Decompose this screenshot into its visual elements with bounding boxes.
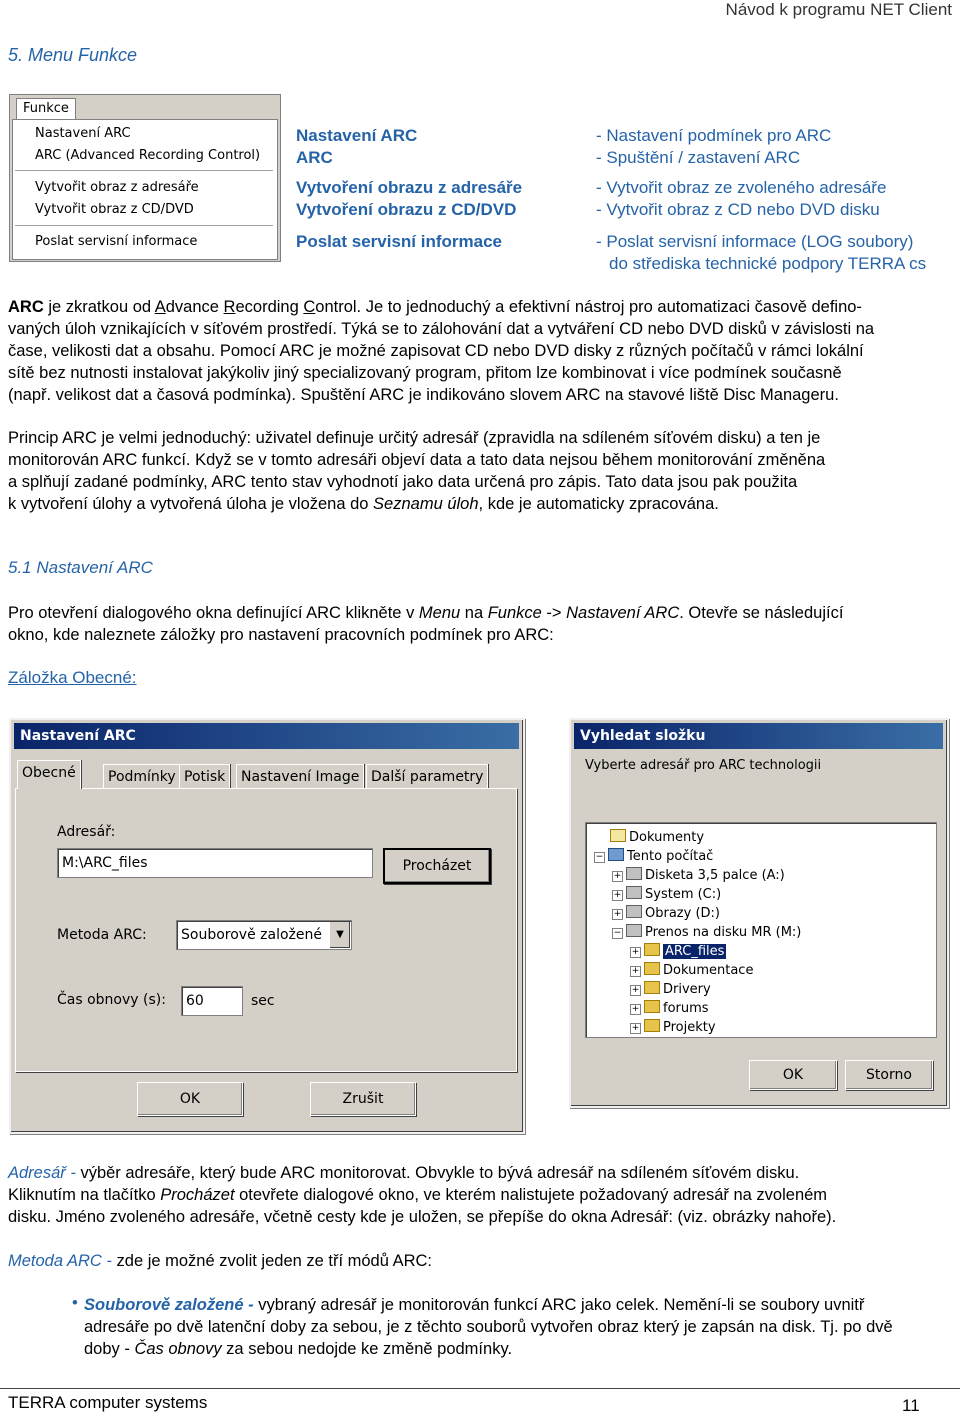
browse-button[interactable]: Procházet: [383, 848, 491, 884]
text: Prenos na disku MR (M:): [645, 925, 802, 940]
menu-desc: do střediska technické podpory TERRA cs: [609, 254, 927, 273]
bullet-line: [84, 1294, 954, 1316]
address-line: [8, 1162, 952, 1184]
tree-item[interactable]: [612, 867, 785, 883]
plus-icon[interactable]: +: [631, 1004, 640, 1014]
menu-term: Vytvoření obrazu z adresáře: [296, 178, 523, 197]
folder-icon: [644, 1019, 660, 1032]
folder-icon: [644, 962, 660, 975]
chevron-down-icon[interactable]: ▼: [330, 922, 350, 948]
menu-panel: [12, 119, 278, 260]
text: ->: [541, 604, 567, 622]
tab-obecne[interactable]: Obecné: [17, 760, 81, 789]
text: na: [460, 604, 488, 622]
dialog-prompt: Vyberte adresář pro ARC technologii: [585, 758, 822, 773]
text: Procházet: [160, 1186, 235, 1204]
text: forums: [663, 1001, 709, 1016]
plus-icon[interactable]: +: [631, 985, 640, 995]
tab-nastaveni-image[interactable]: Nastavení Image: [236, 764, 364, 789]
plus-icon[interactable]: +: [613, 909, 622, 919]
menu-term: Vytvoření obrazu z CD/DVD: [296, 200, 517, 219]
term-label: Adresář -: [8, 1164, 76, 1182]
open-line: okno, kde naleznete záložky pro nastavení pracovních podmínek pro ARC:: [8, 626, 554, 644]
menu-tab-funkce: Funkce: [16, 98, 76, 120]
plus-icon[interactable]: +: [613, 890, 622, 900]
cancel-button[interactable]: Storno: [845, 1060, 933, 1090]
section-title: 5. Menu Funkce: [8, 45, 138, 65]
address-input[interactable]: M:\ARC_files: [57, 848, 373, 878]
menu-separator: [15, 170, 273, 171]
tree-item[interactable]: [594, 848, 713, 864]
menu-desc: - Poslat servisní informace (LOG soubory): [596, 232, 914, 251]
arc-abbr: ARC: [8, 298, 44, 316]
intro-line: [8, 296, 952, 318]
tab-dalsi-parametry[interactable]: Další parametry: [366, 764, 488, 789]
tab-podminky[interactable]: Podmínky: [103, 764, 181, 789]
principle-line: a splňují zadané podmínky, ARC tento stav vyhodnotí jako data určená pro zápis. Tato data jsou pak použita: [8, 473, 798, 491]
text: Menu: [418, 604, 461, 622]
menu-term: ARC: [296, 148, 333, 167]
text: , kde je automaticky zpracována.: [478, 495, 719, 513]
intro-line: vaných úloh vznikajících v síťovém prostředí. Týká se to zálohování dat a vytváření CD nebo DVD disků v závislosti na: [8, 320, 875, 338]
menu-term: Poslat servisní informace: [296, 232, 502, 251]
folder-icon: [610, 829, 626, 842]
text: Kliknutím na tlačítko: [8, 1186, 161, 1204]
arc-settings-dialog: [9, 718, 525, 1134]
open-paragraph: [8, 602, 952, 646]
menu-item-obraz-cd: Vytvořit obraz z CD/DVD: [35, 202, 194, 217]
text: Tento počítač: [627, 849, 714, 864]
menu-desc: - Spuštění / zastavení ARC: [596, 148, 801, 167]
text: A: [154, 298, 166, 316]
principle-paragraph: [8, 427, 952, 515]
folder-icon: [644, 943, 660, 956]
text: za sebou nedojde ke změně podmínky.: [221, 1340, 513, 1358]
tree-item[interactable]: [612, 905, 720, 921]
footer-company: TERRA computer systems: [8, 1393, 208, 1412]
principle-line: monitorován ARC funkcí. Když se v tomto adresáři objeví data a tato data nejsou během monitorování změněna: [8, 451, 826, 469]
text: . Otevře se následující: [679, 604, 844, 622]
text: je zkratkou od: [43, 298, 155, 316]
text: C: [303, 298, 316, 316]
text: Seznamu úloh: [373, 495, 479, 513]
ok-button[interactable]: OK: [137, 1082, 243, 1116]
tab-potisk[interactable]: Potisk: [179, 764, 230, 789]
address-line: disku. Jméno zvoleného adresáře, včetně cesty kde je uložen, se přepíše do okna Adresář: (viz. obrázky nahoře).: [8, 1208, 837, 1226]
menu-desc: - Vytvořit obraz ze zvoleného adresáře: [596, 178, 887, 197]
text: ecording: [235, 298, 304, 316]
tree-item[interactable]: [612, 924, 801, 940]
cancel-button[interactable]: Zrušit: [310, 1082, 416, 1116]
bullet-icon: •: [72, 1294, 78, 1312]
text: doby -: [84, 1340, 135, 1358]
text: Projekty: [663, 1020, 716, 1035]
menu-separator: [15, 225, 273, 226]
menu-term: Nastavení ARC: [296, 126, 418, 145]
tree-item[interactable]: [610, 829, 704, 845]
tree-item[interactable]: [630, 1000, 709, 1016]
floppy-icon: [626, 867, 642, 880]
mode-select[interactable]: [176, 920, 352, 950]
text: R: [223, 298, 236, 316]
folder-icon: [644, 1000, 660, 1013]
minus-icon[interactable]: −: [595, 852, 604, 862]
plus-icon[interactable]: +: [613, 871, 622, 881]
text: Disketa 3,5 palce (A:): [645, 868, 785, 883]
ok-button[interactable]: OK: [749, 1060, 837, 1090]
principle-line: [8, 493, 952, 515]
open-line: [8, 602, 952, 624]
text: Pro otevření dialogového okna definující ARC klikněte v: [8, 604, 419, 622]
menu-item-obraz-adresar: Vytvořit obraz z adresáře: [35, 180, 199, 195]
minus-icon[interactable]: −: [613, 928, 622, 938]
text: Dokumenty: [629, 830, 705, 845]
dialog-title: Vyhledat složku: [574, 723, 943, 749]
text: vybraný adresář je monitorován funkcí ARC jako celek. Nemění-li se soubory uvnitř: [253, 1296, 865, 1314]
tree-item[interactable]: [630, 1019, 716, 1035]
text: ontrol. Je to jednoduchý a efektivní nástroj pro automatizaci časově defino-: [315, 298, 862, 316]
tree-item-selected[interactable]: [630, 943, 726, 959]
menu-item-nastaveni-arc: Nastavení ARC: [35, 126, 131, 141]
intro-paragraph: [8, 296, 952, 406]
bullet-line: [84, 1338, 954, 1360]
dialog-title: Nastavení ARC: [14, 723, 519, 749]
mode-paragraph: [8, 1250, 952, 1272]
menu-item-servisni: Poslat servisní informace: [35, 234, 198, 249]
document-header: Návod k programu NET Client: [725, 0, 952, 19]
tree-item[interactable]: [612, 886, 721, 902]
intro-line: čase, velikosti dat a obsahu. Pomocí ARC je možné zapisovat CD nebo DVD disky z různých počítačů v rámci lokální: [8, 342, 864, 360]
text: Obrazy (D:): [645, 906, 720, 921]
text: Nastavení ARC: [566, 604, 680, 622]
intro-line: (např. velikost dat a časová podmínka). Spuštění ARC je indikováno slovem ARC na stavové liště Disc Manageru.: [8, 386, 839, 404]
timeout-unit: sec: [251, 993, 275, 1009]
term-label: Souborově založené -: [84, 1296, 254, 1314]
mode-select-value: Souborově založené: [181, 927, 322, 943]
text: Drivery: [663, 982, 711, 997]
principle-line: Princip ARC je velmi jednoduchý: uživatel definuje určitý adresář (zpravidla na sdíleném síťovém disku) a ten je: [8, 429, 821, 447]
address-line: [8, 1184, 952, 1206]
timeout-label: Čas obnovy (s):: [57, 992, 166, 1008]
text: Čas obnovy: [134, 1340, 222, 1358]
computer-icon: [608, 848, 624, 861]
bullet-paragraph: [84, 1294, 954, 1360]
browse-folder-dialog: [569, 718, 949, 1108]
intro-line: sítě bez nutnosti instalovat jakýkoliv jiný specializovaný program, přitom lze kombinovat i více podmínek současně: [8, 364, 842, 382]
mode-line: [8, 1250, 952, 1272]
menu-item-arc: ARC (Advanced Recording Control): [35, 148, 261, 163]
address-paragraph: [8, 1162, 952, 1228]
menu-desc: - Nastavení podmínek pro ARC: [596, 126, 832, 145]
timeout-input[interactable]: 60: [181, 986, 243, 1016]
text: výběr adresáře, který bude ARC monitorovat. Obvykle to bývá adresář na sdíleném síťovém disku.: [75, 1164, 800, 1182]
tree-item[interactable]: [630, 962, 753, 978]
drive-icon: [626, 905, 642, 918]
text: System (C:): [645, 887, 722, 902]
term-label: Metoda ARC -: [8, 1252, 112, 1270]
address-label: Adresář:: [57, 824, 116, 840]
drive-icon: [626, 886, 642, 899]
tree-item[interactable]: [630, 981, 711, 997]
bullet-line: adresáře po dvě latenční doby za sebou, je z těchto souborů vytvořen obraz který je zapsán na disk. Tj. po dvě: [84, 1318, 893, 1336]
network-drive-icon: [626, 924, 642, 937]
page-number: 11: [902, 1396, 920, 1415]
text: Dokumentace: [663, 963, 754, 978]
plus-icon[interactable]: +: [631, 966, 640, 976]
text: otevřete dialogové okno, ve kterém nalistujete požadovaný adresář na zvoleném: [234, 1186, 828, 1204]
text: dvance: [165, 298, 224, 316]
mode-label: Metoda ARC:: [57, 927, 147, 943]
text: Funkce: [487, 604, 542, 622]
plus-icon[interactable]: +: [631, 947, 640, 957]
tab-heading: Záložka Obecné:: [8, 668, 137, 687]
folder-icon: [644, 981, 660, 994]
menu-desc: - Vytvořit obraz z CD nebo DVD disku: [596, 200, 880, 219]
text: zde je možné zvolit jeden ze tří módů ARC:: [111, 1252, 433, 1270]
footer-rule: [0, 1388, 960, 1389]
plus-icon[interactable]: +: [631, 1023, 640, 1033]
subsection-title: 5.1 Nastavení ARC: [8, 558, 153, 577]
text: ARC_files: [665, 944, 725, 959]
funkce-menu-screenshot: [9, 94, 281, 262]
text: k vytvoření úlohy a vytvořená úloha je vložena do: [8, 495, 374, 513]
folder-tree[interactable]: [585, 822, 937, 1038]
